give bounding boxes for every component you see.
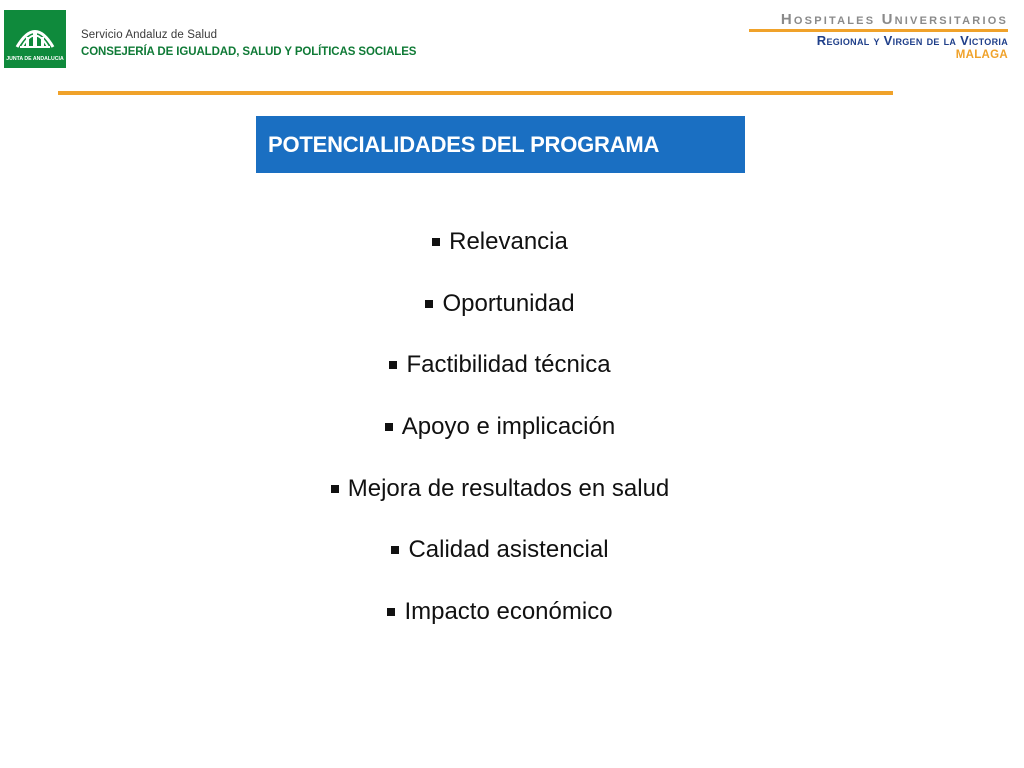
list-item [200, 273, 800, 335]
potentials-list [200, 211, 800, 643]
slide-title-banner [256, 116, 745, 173]
hospital-group-name: Hospitales Universitarios [780, 11, 1008, 28]
list-item [200, 334, 800, 396]
list-item [200, 581, 800, 643]
square-bullet-icon [432, 238, 440, 246]
square-bullet-icon [331, 485, 339, 493]
list-item-text: Relevancia [449, 227, 568, 255]
square-bullet-icon [391, 546, 399, 554]
hospital-city: MALAGA [955, 49, 1008, 61]
logo-caption: JUNTA DE ANDALUCIA [6, 56, 64, 62]
list-item-text: Apoyo e implicación [401, 412, 616, 440]
consejeria-name: CONSEJERÍA DE IGUALDAD, SALUD Y POLÍTICAS SOCIALES [81, 46, 417, 58]
list-item [200, 519, 800, 581]
list-item-text: Impacto económico [404, 597, 613, 625]
slide-title: POTENCIALIDADES DEL PROGRAMA [268, 131, 660, 157]
square-bullet-icon [425, 300, 433, 308]
junta-de-andalucia-logo-icon [4, 10, 66, 68]
list-item-text: Oportunidad [442, 289, 575, 317]
header-rule [58, 91, 893, 95]
hospital-name: Regional y Virgen de la Victoria [816, 33, 1008, 48]
list-item [200, 211, 800, 273]
list-item-text: Calidad asistencial [408, 536, 609, 564]
square-bullet-icon [387, 608, 395, 616]
square-bullet-icon [389, 361, 397, 369]
list-item [200, 396, 800, 458]
hospital-divider [749, 29, 1008, 32]
square-bullet-icon [385, 423, 393, 431]
list-item-text: Mejora de resultados en salud [347, 474, 670, 502]
list-item-text: Factibilidad técnica [406, 351, 611, 379]
list-item [200, 458, 800, 520]
org-name: Servicio Andaluz de Salud [81, 29, 218, 41]
